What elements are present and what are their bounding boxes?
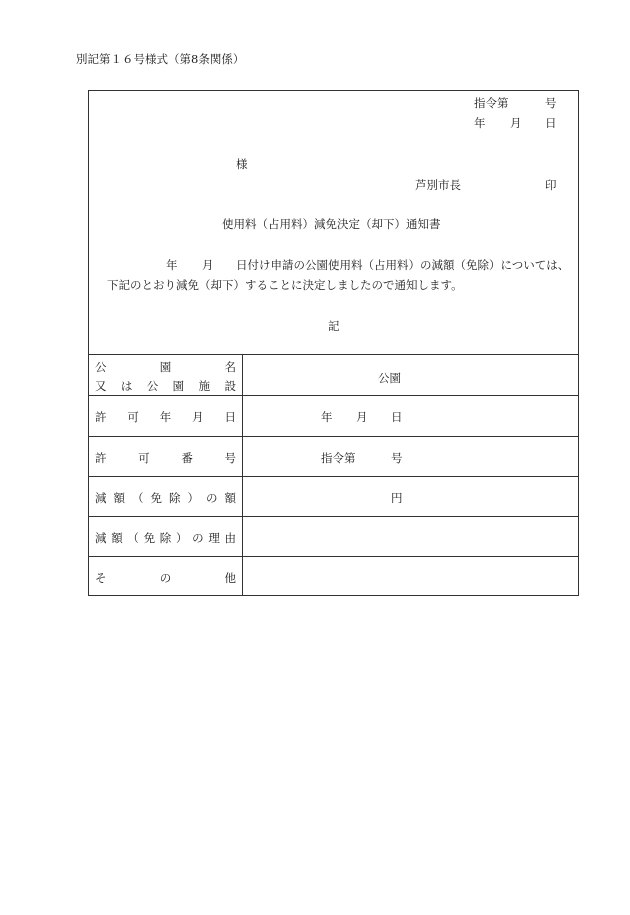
- document-title: 使用料（占用料）減免決定（却下）通知書: [222, 217, 441, 231]
- table-top-border: [89, 354, 578, 355]
- directive-number-prefix: 指令第: [474, 96, 509, 110]
- label-other: そ の 他: [95, 571, 236, 585]
- label-permission-date: 許 可 年 月 日: [95, 410, 236, 424]
- issue-date-day: 日: [545, 116, 557, 130]
- label-park-name: 公 園 名 又 は 公 園 施 設: [95, 360, 236, 393]
- label-reduction-reason: 減 額 （ 免 除 ） の 理 由: [95, 531, 236, 545]
- seal-mark: 印: [545, 178, 557, 192]
- row-divider: [89, 516, 578, 517]
- label-permission-number: 許 可 番 号: [95, 451, 236, 465]
- issue-date-month: 月: [510, 116, 522, 130]
- value-reduction-amount-unit: 円: [391, 491, 403, 505]
- notice-form: [88, 90, 579, 596]
- issue-date-year: 年: [474, 116, 486, 130]
- addressee-honorific: 様: [236, 157, 248, 171]
- row-divider: [89, 436, 578, 437]
- body-date-year: 年: [166, 258, 178, 272]
- table-column-divider: [242, 355, 243, 595]
- row-divider: [89, 476, 578, 477]
- label-reduction-amount: 減 額 （ 免 除 ） の 額: [95, 491, 236, 505]
- directive-number-suffix: 号: [545, 96, 557, 110]
- body-text-line1: 日付け申請の公園使用料（占用料）の減額（免除）については、: [236, 258, 570, 272]
- value-permission-date-day: 日: [391, 410, 403, 424]
- note-heading: 記: [328, 319, 340, 333]
- form-number: 別記第１６号様式（第8条関係）: [76, 52, 245, 66]
- value-permission-date-month: 月: [356, 410, 368, 424]
- row-divider: [89, 556, 578, 557]
- issuer-name: 芦別市長: [415, 178, 461, 192]
- value-permission-date-year: 年: [321, 410, 333, 424]
- row-divider: [89, 395, 578, 396]
- value-park-name: 公園: [378, 371, 401, 385]
- value-permission-number-prefix: 指令第: [321, 451, 356, 465]
- value-permission-number-suffix: 号: [391, 451, 403, 465]
- body-text-line2: 下記のとおり減免（却下）することに決定しましたので通知します。: [107, 278, 463, 292]
- body-date-month: 月: [202, 258, 214, 272]
